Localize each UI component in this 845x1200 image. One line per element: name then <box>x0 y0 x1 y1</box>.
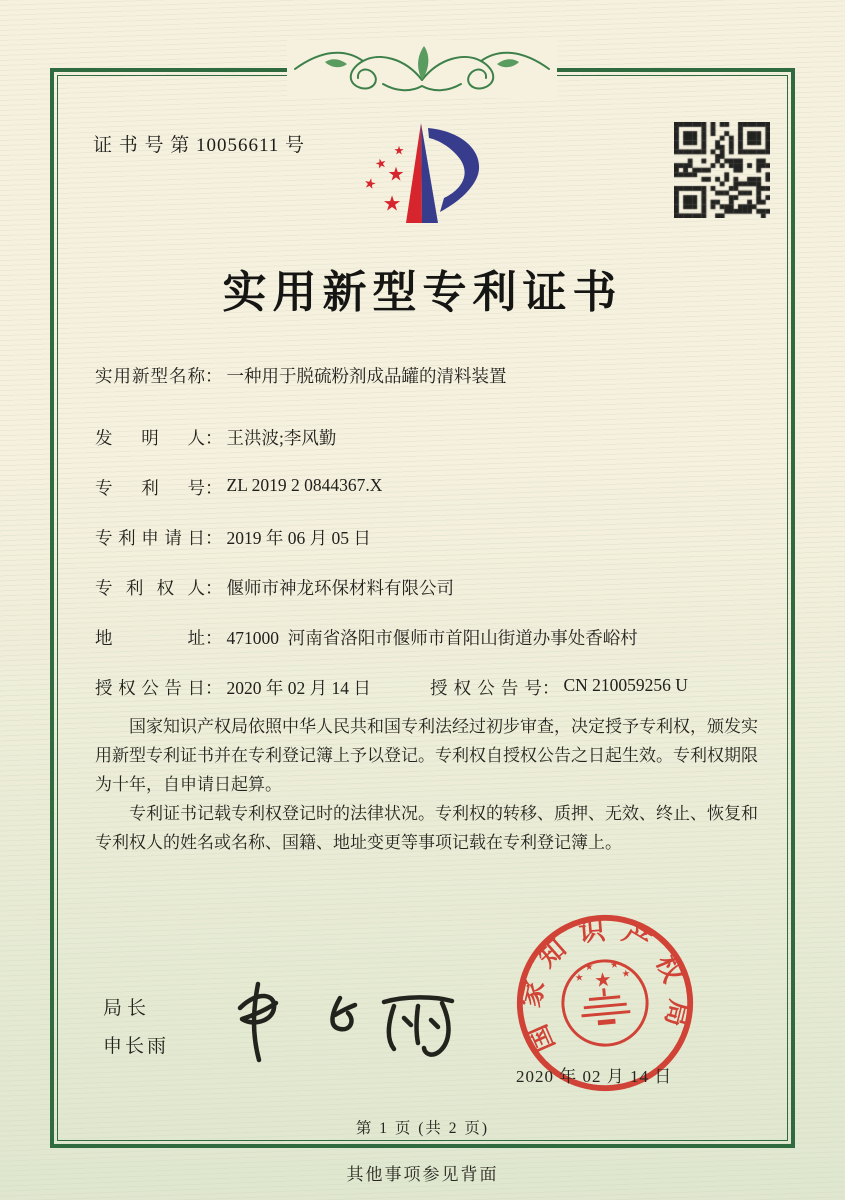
certificate-number: 证 书 号 第 10056611 号 <box>93 135 306 156</box>
star-icon: ★ <box>387 163 405 186</box>
field-grant-date: 授权公告日： 2020 年 02 月 14 日 授权公告号： CN 210059256 U <box>95 675 688 698</box>
field-patentee: 专利权人： 偃师市神龙环保材料有限公司 <box>95 575 758 625</box>
national-emblem-icon <box>559 957 650 1048</box>
field-grant-number: 授权公告号： CN 210059256 U <box>430 675 688 698</box>
svg-text:★: ★ <box>621 968 631 980</box>
commissioner-role: 局长 <box>103 998 152 1019</box>
svg-text:★: ★ <box>574 972 585 985</box>
qr-code <box>674 122 770 218</box>
field-label: 授权公告号 <box>430 678 542 698</box>
field-value: 王洪波;李风勤 <box>226 428 337 448</box>
certificate-fields <box>95 363 758 725</box>
legal-text <box>95 712 758 857</box>
commissioner-name: 申长雨 <box>103 1036 170 1057</box>
field-label: 实用新型名称 <box>95 366 205 386</box>
star-icon: ★ <box>362 175 378 194</box>
cnipa-logo-icon <box>348 114 488 234</box>
flourish-ornament-icon <box>287 40 557 98</box>
certificate-title: 实用新型专利证书 <box>222 268 623 317</box>
field-value: 偃师市神龙环保材料有限公司 <box>226 578 454 598</box>
field-value: 一种用于脱硫粉剂成品罐的清料装置 <box>226 366 507 386</box>
field-value: 471000 河南省洛阳市偃师市首阳山街道办事处香峪村 <box>226 628 638 648</box>
legal-paragraph-1: 国家知识产权局依照中华人民共和国专利法经过初步审查，决定授予专利权，颁发实用新型专利证书并在专利登记簿上予以登记。专利权自授权公告之日起生效。专利权期限为十年，自申请日起算。 <box>95 717 758 794</box>
legal-paragraph-2: 专利证书记载专利权登记时的法律状况。专利权的转移、质押、无效、终止、恢复和专利权人的姓名或名称、国籍、地址变更等事项记载在专利登记簿上。 <box>95 804 758 852</box>
field-label: 地址 <box>95 628 205 648</box>
field-utility-model-name: 实用新型名称： 一种用于脱硫粉剂成品罐的清料装置 <box>95 363 758 425</box>
page-number: 第 1 页 (共 2 页) <box>355 1120 490 1137</box>
field-label: 授权公告日 <box>95 678 205 698</box>
svg-text:★: ★ <box>584 961 594 974</box>
star-icon: ★ <box>393 143 405 158</box>
field-label: 发明人 <box>95 428 205 448</box>
back-side-note: 其他事项参见背面 <box>346 1165 499 1184</box>
field-label: 专利申请日 <box>95 528 205 548</box>
star-icon: ★ <box>382 191 402 216</box>
field-label: 专利权人 <box>95 578 205 598</box>
seal-date: 2020 年 02 月 14 日 <box>516 1067 673 1086</box>
field-patent-number: 专利号： ZL 2019 2 0844367.X <box>95 475 383 498</box>
svg-text:★: ★ <box>593 967 613 993</box>
field-value: ZL 2019 2 0844367.X <box>226 475 383 495</box>
field-filing-date: 专利申请日： 2019 年 06 月 05 日 <box>95 525 758 575</box>
field-address: 地址： 471000 河南省洛阳市偃师市首阳山街道办事处香峪村 <box>95 625 758 675</box>
field-value: 2019 年 06 月 05 日 <box>226 528 371 548</box>
field-value: CN 210059256 U <box>563 675 688 695</box>
signature-icon <box>228 970 468 1070</box>
svg-text:★: ★ <box>609 959 620 972</box>
seal-text: 国家知识产权局 <box>515 913 695 1057</box>
field-label: 专利号 <box>95 478 205 498</box>
field-inventors: 发明人： 王洪波;李风勤 <box>95 425 758 475</box>
star-icon: ★ <box>373 155 389 174</box>
field-value: 2020 年 02 月 14 日 <box>226 678 371 698</box>
